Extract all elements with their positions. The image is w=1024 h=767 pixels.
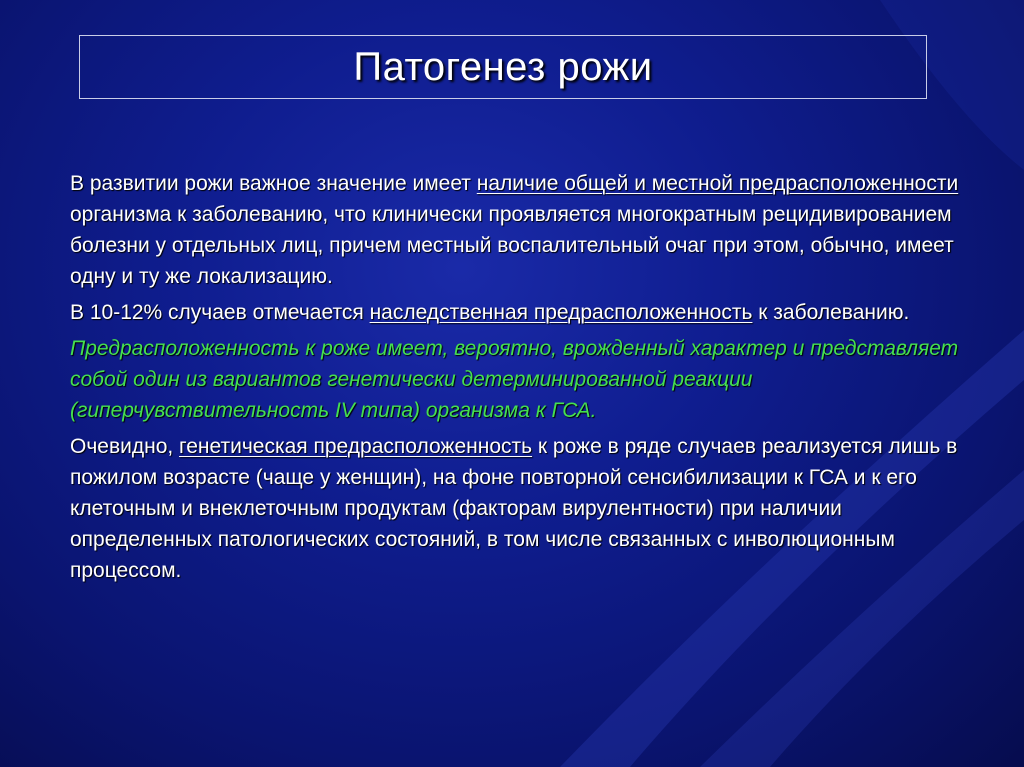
title-frame xyxy=(79,35,927,99)
paragraph-2 xyxy=(70,297,960,328)
paragraph-1 xyxy=(70,168,960,292)
paragraph-2-text-start: В 10-12% случаев отмечается xyxy=(70,301,370,324)
paragraph-2-text-end: к заболеванию. xyxy=(752,301,910,324)
slide-title: Патогенез рожи xyxy=(353,44,653,89)
paragraph-2-underlined-term: наследственная предрасположенность xyxy=(369,301,753,324)
paragraph-4-text-end: к роже в ряде случаев реализуется лишь в пожилом возрасте (чаще у женщин), на фоне повторной сенсибилизации к ГСА и к его клеточным и внеклеточным продуктам (факторам вирулентности) при наличии определенных патологических состояний, в том числе связанных с инволюционным процессом. xyxy=(70,435,958,582)
slide-body xyxy=(70,168,960,591)
paragraph-1-text-start: В развитии рожи важное значение имеет xyxy=(70,172,477,195)
paragraph-1-underlined-term: наличие общей и местной предрасположенности xyxy=(476,172,959,195)
paragraph-1-text-end: организма к заболеванию, что клинически проявляется многократным рецидивированием болезни у отдельных лиц, причем местный воспалительный очаг при этом, обычно, имеет одну и ту же локализацию. xyxy=(70,203,954,288)
paragraph-4-text-start: Очевидно, xyxy=(70,435,180,458)
paragraph-4-underlined-term: генетическая предрасположенность xyxy=(179,435,533,458)
paragraph-3-highlighted: Предрасположенность к роже имеет, вероятно, врожденный характер и представляет собой один из вариантов генетически детерминированной реакции (гиперчувствительность IV типа) организма к ГСА. xyxy=(70,337,959,422)
paragraph-4 xyxy=(70,431,960,586)
